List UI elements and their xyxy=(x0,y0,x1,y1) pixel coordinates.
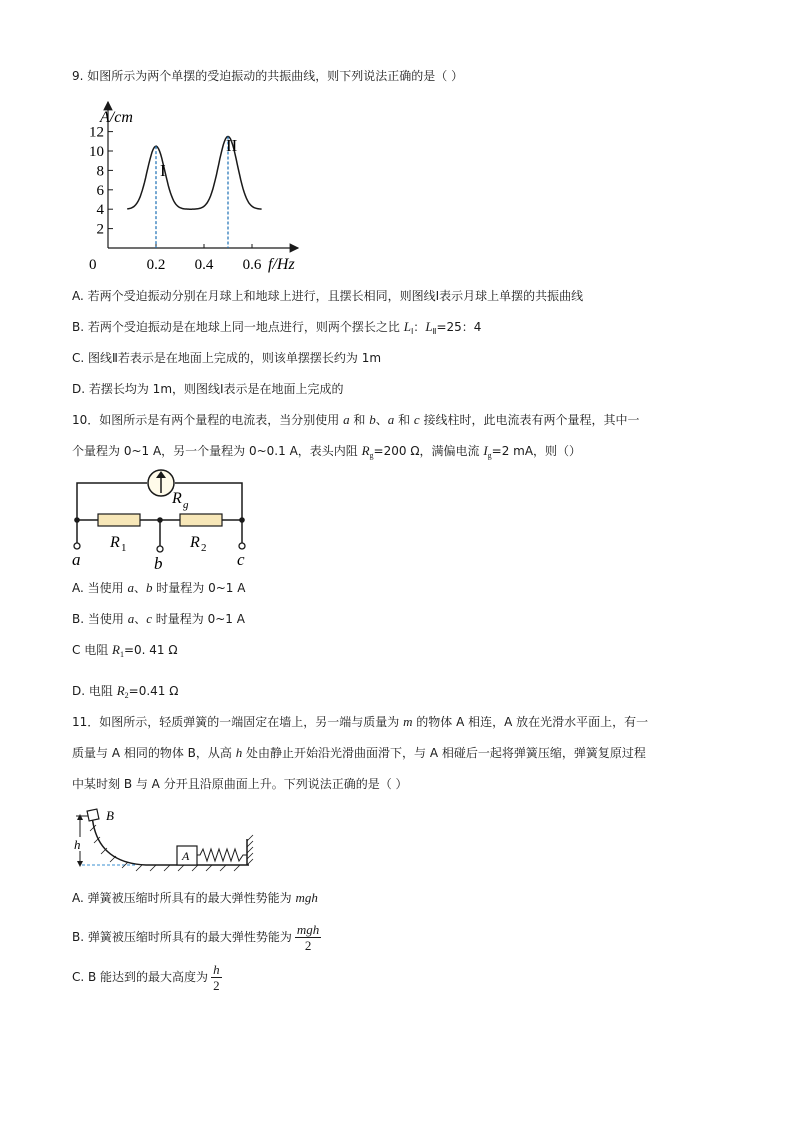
q11-stem-line3: 中某时刻 B 与 A 分开且沿原曲面上升。下列说法正确的是（ ） xyxy=(72,777,408,791)
q11-A-label: A xyxy=(182,849,190,863)
q9-resonance-chart xyxy=(78,96,318,280)
terminal-b xyxy=(157,546,163,552)
q11-B-label: B xyxy=(106,808,114,823)
q11-option-a: A. 弹簧被压缩时所具有的最大弹性势能为 mgh xyxy=(72,890,318,905)
q10-stem-line2: 个量程为 0~1 A，另一个量程为 0~0.1 A，表头内阻 $R_g=200$ Ω，满偏电流 $I_g=2$ mA，则（） xyxy=(72,443,582,460)
y-tick-label: 12 xyxy=(89,124,104,141)
fraction-h-over-2: $\frac{h}{2}$ xyxy=(213,962,220,993)
q10-terminal-c-label: c xyxy=(237,550,245,569)
q9-y-ticks xyxy=(89,125,113,238)
q9-option-b: B. 若两个受迫振动是在地球上同一地点进行，则两个摆长之比 $L_Ⅰ$：$L_Ⅱ=25$：4 xyxy=(72,319,482,336)
q11-stem-line1: 11．如图所示，轻质弹簧的一端固定在墙上，另一端与质量为 m 的物体 A 相连，A 放在光滑水平面上，有一 xyxy=(72,714,649,729)
x-tick-label: 0.2 xyxy=(146,257,166,273)
q11-option-c: C. B 能达到的最大高度为 $\frac{h}{2}$ xyxy=(72,962,220,993)
q9-x-axis-label: f/Hz xyxy=(268,256,295,273)
galvanometer-icon xyxy=(148,470,174,496)
y-tick-label: 8 xyxy=(96,163,104,180)
fraction-mgh-over-2: $\frac{\text{mgh}}{2}$ xyxy=(296,922,320,953)
q10-ammeter-circuit xyxy=(66,463,256,573)
q10-R1-sub: 1 xyxy=(121,542,127,554)
q10-Rg-label: R xyxy=(172,490,182,507)
terminal-c xyxy=(239,543,245,549)
q10-option-d: D. 电阻 $R_2=0.41$ Ω xyxy=(72,683,179,700)
q9-option-a: A. 若两个受迫振动分别在月球上和地球上进行，且摆长相同，则图线Ⅰ表示月球上单摆的共振曲线 xyxy=(72,289,584,303)
q10-R2-sub: 2 xyxy=(201,542,207,554)
terminal-a xyxy=(74,543,80,549)
q10-stem-line1: 10．如图所示是有两个量程的电流表，当分别使用 a 和 b、a 和 c 接线柱时，此电流表有两个量程，其中一 xyxy=(72,412,640,427)
q9-y-axis-label: A/cm xyxy=(100,109,133,126)
x-tick-label: 0.6 xyxy=(242,257,262,273)
q10-terminal-a-label: a xyxy=(72,550,81,569)
q9-stem: 9. 如图所示为两个单摆的受迫振动的共振曲线，则下列说法正确的是（ ） xyxy=(72,69,464,83)
block-B xyxy=(87,809,99,821)
q11-option-b: B. 弹簧被压缩时所具有的最大弹性势能为 $\frac{\text{mgh}}{2}$ xyxy=(72,922,320,953)
q10-R2-label: R xyxy=(190,534,200,551)
q9-option-d: D. 若摆长均为 1m，则图线Ⅰ表示是在地面上完成的 xyxy=(72,382,344,396)
R1-resistor xyxy=(98,514,140,526)
q10-option-c: C 电阻 $R_1=0$. 41 Ω xyxy=(72,642,178,659)
x-tick-label: 0.4 xyxy=(194,257,214,273)
q10-Rg-sub: g xyxy=(183,499,189,511)
q9-curve-I-label: I xyxy=(160,161,166,180)
q10-R1-label: R xyxy=(110,534,120,551)
spring xyxy=(197,849,247,861)
q11-h-label: h xyxy=(74,837,81,852)
q9-curve-II-label: II xyxy=(226,136,238,155)
R2-resistor xyxy=(180,514,222,526)
y-tick-label: 4 xyxy=(96,202,104,219)
q10-terminal-b-label: b xyxy=(154,554,163,573)
y-tick-label: 2 xyxy=(96,221,104,238)
q9-origin-label: 0 xyxy=(89,257,97,273)
y-tick-label: 6 xyxy=(96,182,104,199)
y-tick-label: 10 xyxy=(89,144,104,160)
q10-option-a: A. 当使用 a、b 时量程为 0~1 A xyxy=(72,580,246,595)
q11-stem-line2: 质量与 A 相同的物体 B，从高 h 处由静止开始沿光滑曲面滑下，与 A 相碰后一起将弹簧压缩，弹簧复原过程 xyxy=(72,745,646,760)
q11-spring-diagram xyxy=(66,803,266,878)
q10-option-b: B. 当使用 a、c 时量程为 0~1 A xyxy=(72,611,245,626)
q9-option-c: C. 图线Ⅱ若表示是在地面上完成的，则该单摆摆长约为 1m xyxy=(72,351,382,365)
